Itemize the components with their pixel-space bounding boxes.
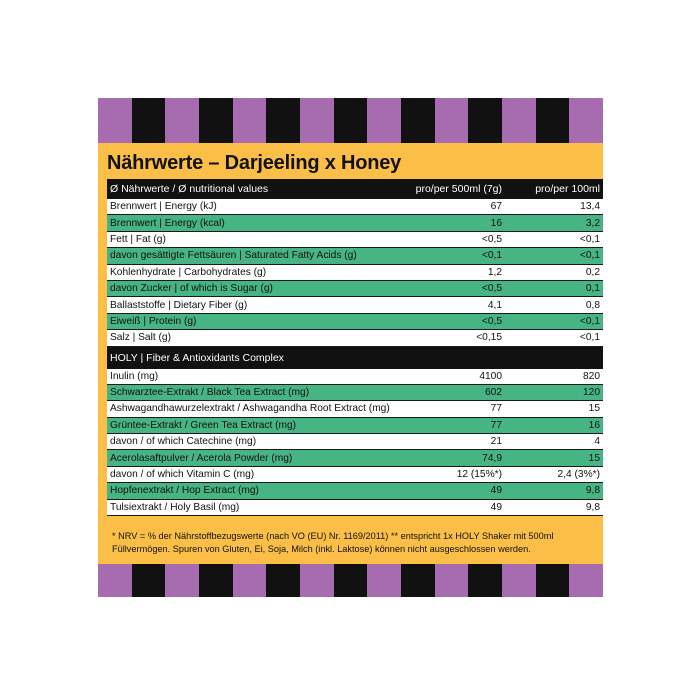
row-value-500ml: 4,1: [487, 299, 502, 311]
footnote: [112, 530, 592, 556]
nutrition-table: [107, 179, 603, 516]
row-name: Tulsiextrakt / Holy Basil (mg): [110, 501, 240, 513]
row-value-100ml: 820: [583, 370, 600, 382]
row-value-100ml: <0,1: [579, 250, 600, 262]
row-value-500ml: 77: [490, 403, 502, 415]
table-row: [107, 467, 603, 483]
header-name: Ø Nährwerte / Ø nutritional values: [110, 183, 269, 195]
row-value-100ml: 120: [583, 387, 600, 399]
row-name: davon / of which Catechine (mg): [110, 436, 257, 448]
table-row: [107, 281, 603, 297]
table-row: [107, 450, 603, 466]
row-value-100ml: <0,1: [579, 315, 600, 327]
table-row: [107, 369, 603, 385]
table-row: [107, 297, 603, 313]
row-name: Ballaststoffe | Dietary Fiber (g): [110, 299, 248, 311]
footnote-line-2: Füllvermögen. Spuren von Gluten, Ei, Soja, Milch (inkl. Laktose) können nicht ausgeschlossen werden.: [112, 544, 531, 554]
row-name: Brennwert | Energy (kcal): [110, 217, 225, 229]
row-value-500ml: 21: [490, 436, 502, 448]
table-row: [107, 500, 603, 516]
table-row: [107, 418, 603, 434]
row-name: Inulin (mg): [110, 370, 159, 382]
row-value-100ml: 4: [594, 436, 600, 448]
row-value-100ml: 13,4: [580, 201, 600, 213]
row-name: davon / of which Vitamin C (mg): [110, 469, 255, 481]
table-row: [107, 483, 603, 499]
row-value-500ml: 16: [490, 217, 502, 229]
row-name: Acerolasaftpulver / Acerola Powder (mg): [110, 452, 293, 464]
table-row: [107, 265, 603, 281]
row-value-500ml: 49: [490, 501, 502, 513]
row-name: Brennwert | Energy (kJ): [110, 201, 217, 213]
row-name: davon gesättigte Fettsäuren | Saturated Fatty Acids (g): [110, 250, 357, 262]
row-name: Fett | Fat (g): [110, 233, 166, 245]
row-name: Grüntee-Extrakt / Green Tea Extract (mg): [110, 419, 297, 431]
row-name: davon Zucker | of which is Sugar (g): [110, 283, 273, 295]
row-name: Ashwagandhawurzelextrakt / Ashwagandha Root Extract (mg): [110, 403, 390, 415]
row-name: Hopfenextrakt / Hop Extract (mg): [110, 485, 259, 497]
row-value-100ml: 0,2: [585, 266, 600, 278]
row-value-500ml: 602: [485, 387, 502, 399]
row-value-100ml: <0,1: [579, 233, 600, 245]
row-value-100ml: 15: [588, 452, 600, 464]
row-name: Kohlenhydrate | Carbohydrates (g): [110, 266, 267, 278]
header-col2: pro/per 100ml: [535, 183, 600, 195]
row-value-100ml: 9,8: [585, 501, 600, 513]
row-name: Schwarztee-Extrakt / Black Tea Extract (mg): [110, 387, 310, 399]
row-value-500ml: <0,1: [481, 250, 502, 262]
table-row: [107, 434, 603, 450]
row-value-500ml: <0,15: [476, 332, 502, 344]
row-value-100ml: 16: [588, 419, 600, 431]
row-value-100ml: 0,8: [585, 299, 600, 311]
row-value-500ml: 4100: [479, 370, 502, 382]
footnote-line-1: * NRV = % der Nährstoffbezugswerte (nach VO (EU) Nr. 1169/2011) ** entspricht 1x HOLY Shaker mit 500ml: [112, 531, 554, 541]
table-row: [107, 232, 603, 248]
header-col1: pro/per 500ml (7g): [415, 183, 502, 195]
row-value-100ml: <0,1: [579, 332, 600, 344]
row-value-500ml: 1,2: [487, 266, 502, 278]
complex-header: HOLY | Fiber & Antioxidants Complex: [110, 351, 284, 364]
row-value-500ml: 49: [490, 485, 502, 497]
row-value-500ml: 67: [490, 201, 502, 213]
checker-border-top: [98, 98, 603, 143]
table-row: [107, 314, 603, 330]
table-row: [107, 248, 603, 264]
row-name: Eiweiß | Protein (g): [110, 315, 197, 327]
table-row: [107, 215, 603, 231]
row-value-500ml: <0,5: [481, 233, 502, 245]
row-value-100ml: 2,4 (3%*): [557, 469, 600, 481]
nutrition-header-row: [107, 179, 603, 199]
row-value-100ml: 15: [588, 403, 600, 415]
checker-border-bottom: [98, 564, 603, 597]
row-name: Salz | Salt (g): [110, 332, 171, 344]
label-title: Nährwerte – Darjeeling x Honey: [107, 152, 402, 174]
table-row: [107, 401, 603, 417]
row-value-500ml: 12 (15%*): [456, 469, 502, 481]
row-value-100ml: 0,1: [585, 283, 600, 295]
nutrition-label: [98, 98, 603, 597]
table-row: [107, 385, 603, 401]
complex-header-row: [107, 347, 603, 369]
row-value-500ml: 77: [490, 419, 502, 431]
table-row: [107, 330, 603, 346]
row-value-100ml: 9,8: [585, 485, 600, 497]
table-row: [107, 199, 603, 215]
row-value-100ml: 3,2: [585, 217, 600, 229]
row-value-500ml: <0,5: [481, 283, 502, 295]
row-value-500ml: 74,9: [482, 452, 502, 464]
row-value-500ml: <0,5: [481, 315, 502, 327]
